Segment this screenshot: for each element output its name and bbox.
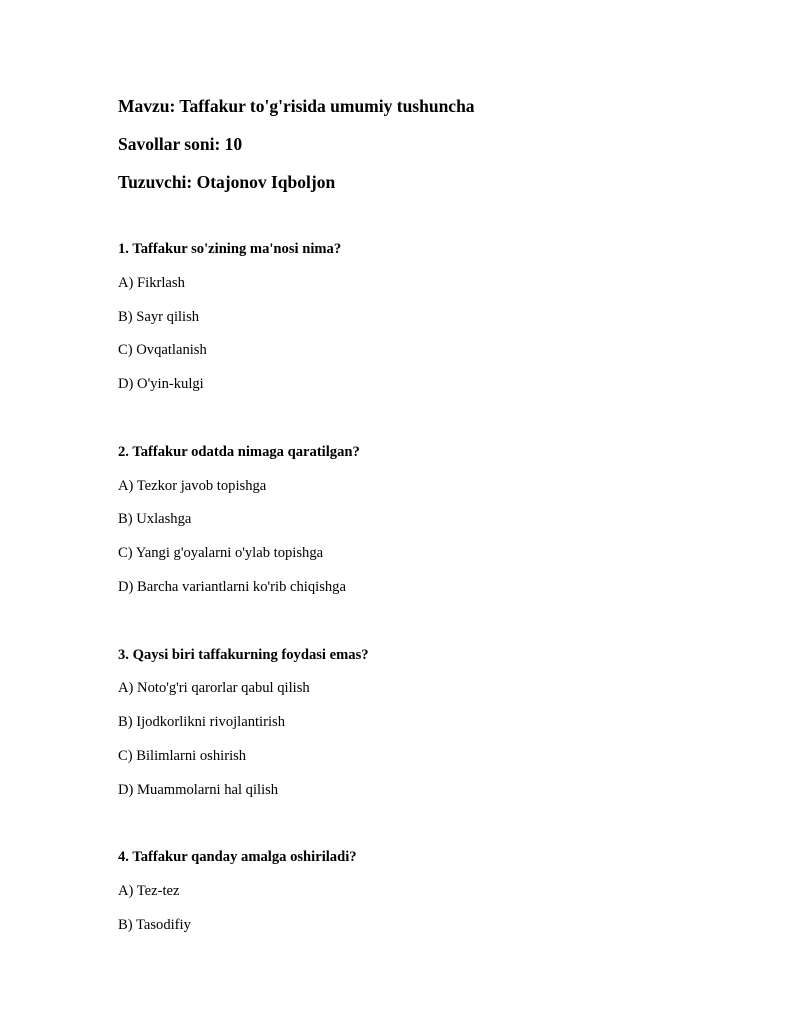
question-3-option-d: D) Muammolarni hal qilish (118, 782, 279, 798)
question-3-title: 3. Qaysi biri taffakurning foydasi emas? (118, 647, 369, 663)
question-2-option-c: C) Yangi g'oyalarni o'ylab topishga (118, 545, 324, 561)
author-heading: Tuzuvchi: Otajonov Iqboljon (118, 172, 336, 192)
question-1-option-b: B) Sayr qilish (118, 309, 200, 325)
question-1-option-d: D) O'yin-kulgi (118, 376, 204, 392)
question-2-option-b: B) Uxlashga (118, 511, 192, 527)
question-2-option-a: A) Tezkor javob topishga (118, 478, 267, 494)
question-4-option-a: A) Tez-tez (118, 883, 180, 899)
question-2-title: 2. Taffakur odatda nimaga qaratilgan? (118, 444, 360, 460)
question-3-option-a: A) Noto'g'ri qarorlar qabul qilish (118, 680, 310, 696)
question-3-option-b: B) Ijodkorlikni rivojlantirish (118, 714, 286, 730)
question-1-title: 1. Taffakur so'zining ma'nosi nima? (118, 241, 342, 257)
topic-heading: Mavzu: Taffakur to'g'risida umumiy tushuncha (118, 96, 475, 116)
question-4-option-b: B) Tasodifiy (118, 917, 191, 933)
question-3-option-c: C) Bilimlarni oshirish (118, 748, 247, 764)
question-2-option-d: D) Barcha variantlarni ko'rib chiqishga (118, 579, 346, 595)
question-count-heading: Savollar soni: 10 (118, 134, 243, 154)
question-1-option-a: A) Fikrlash (118, 275, 185, 291)
question-1-option-c: C) Ovqatlanish (118, 342, 207, 358)
question-4-title: 4. Taffakur qanday amalga oshiriladi? (118, 849, 357, 865)
